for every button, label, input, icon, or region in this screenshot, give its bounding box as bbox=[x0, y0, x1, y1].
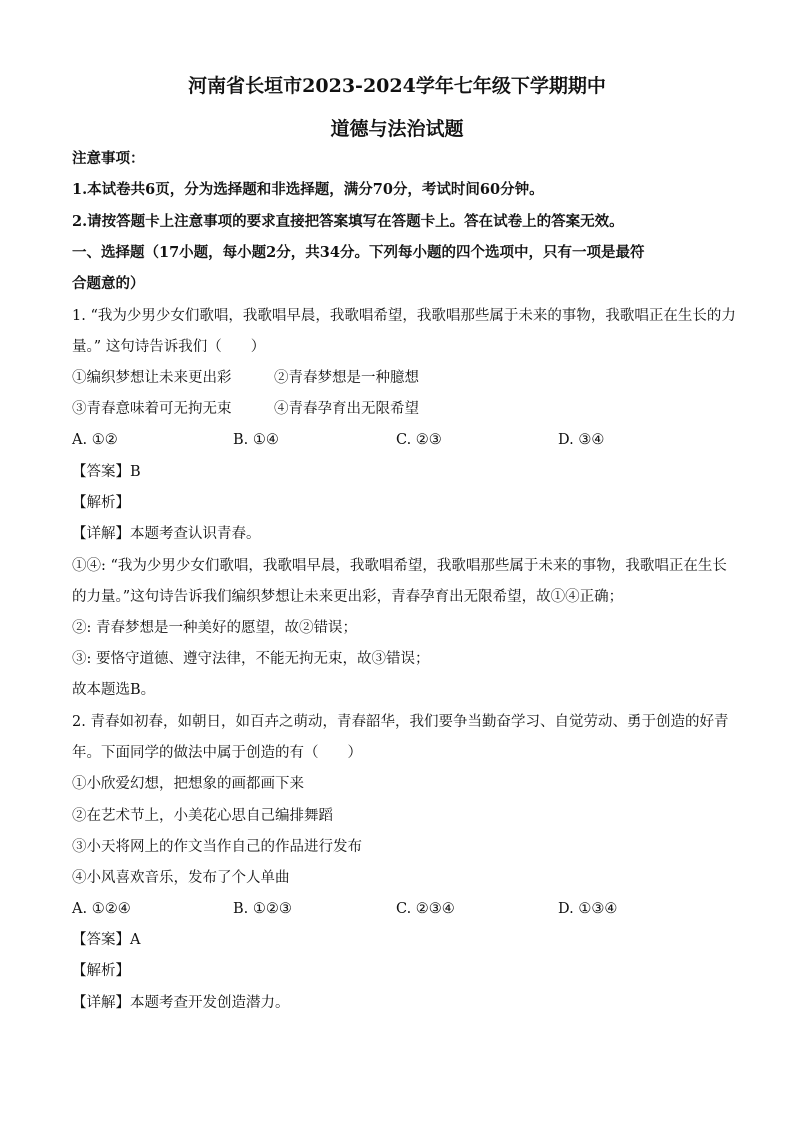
q2-statement-4: ④小风喜欢音乐，发布了个人单曲 bbox=[72, 870, 290, 886]
q1-option-a: A. ①② bbox=[72, 432, 118, 448]
q2-option-d: D. ①③④ bbox=[558, 901, 618, 917]
q1-explanation-2: ②: 青春梦想是一种美好的愿望，故②错误； bbox=[72, 620, 357, 636]
exam-title: 河南省长垣市2023-2024学年七年级下学期期中 bbox=[188, 75, 606, 97]
q1-stem-cont: 量。” 这句诗告诉我们（ ） bbox=[72, 339, 266, 355]
q2-stem-cont: 年。下面同学的做法中属于创造的有（ ） bbox=[72, 745, 362, 761]
q2-detail: 【详解】本题考查开发创造潜力。 bbox=[72, 995, 290, 1011]
exam-subtitle: 道德与法治试题 bbox=[330, 118, 464, 140]
q1-conclusion: 故本题选B。 bbox=[72, 682, 156, 698]
q2-statement-3: ③小天将网上的作文当作自己的作品进行发布 bbox=[72, 839, 362, 855]
q2-option-b: B. ①②③ bbox=[233, 901, 292, 917]
q2-stem: 2. 青春如初春，如朝日，如百卉之萌动，青春韶华，我们要争当勤奋学习、自觉劳动、勇于创造的好青 bbox=[72, 714, 729, 730]
q1-statement-4: ④青春孕育出无限希望 bbox=[274, 401, 419, 417]
q2-option-a: A. ①②④ bbox=[72, 901, 131, 917]
q1-stem: 1. “我为少男少女们歌唱，我歌唱早晨，我歌唱希望，我歌唱那些属于未来的事物，我歌唱正在生长的力 bbox=[72, 308, 736, 324]
q2-analysis-label: 【解析】 bbox=[72, 963, 130, 979]
q1-option-b: B. ①④ bbox=[233, 432, 279, 448]
q2-statement-1: ①小欣爱幻想，把想象的画都画下来 bbox=[72, 776, 304, 792]
q1-option-c: C. ②③ bbox=[396, 432, 442, 448]
notice-heading: 注意事项： bbox=[72, 150, 145, 167]
q2-option-c: C. ②③④ bbox=[396, 901, 455, 917]
q2-answer: 【答案】A bbox=[72, 932, 141, 948]
q1-explanation-3: ③: 要恪守道德、遵守法律，不能无拘无束，故③错误； bbox=[72, 651, 430, 667]
q1-statement-1: ①编织梦想让未来更出彩 bbox=[72, 370, 232, 386]
q1-analysis-label: 【解析】 bbox=[72, 495, 130, 511]
q1-statement-3: ③青春意味着可无拘无束 bbox=[72, 401, 232, 417]
q1-option-d: D. ③④ bbox=[558, 432, 605, 448]
section-heading-cont: 合题意的） bbox=[72, 275, 145, 292]
q1-answer: 【答案】B bbox=[72, 464, 141, 480]
notice-item-1: 1.本试卷共6页，分为选择题和非选择题，满分70分，考试时间60分钟。 bbox=[72, 181, 544, 198]
q1-explanation-1-cont: 的力量。”这句诗告诉我们编织梦想让未来更出彩，青春孕育出无限希望，故①④正确； bbox=[72, 589, 624, 605]
q1-detail: 【详解】本题考查认识青春。 bbox=[72, 526, 261, 542]
q1-explanation-1: ①④: “我为少男少女们歌唱，我歌唱早晨，我歌唱希望，我歌唱那些属于未来的事物，我歌唱正在生长 bbox=[72, 558, 727, 574]
section-heading: 一、选择题（17小题，每小题2分，共34分。下列每小题的四个选项中，只有一项是最符 bbox=[72, 244, 645, 261]
q1-statement-2: ②青春梦想是一种臆想 bbox=[274, 370, 419, 386]
q2-statement-2: ②在艺术节上，小美花心思自己编排舞蹈 bbox=[72, 808, 333, 824]
notice-item-2: 2.请按答题卡上注意事项的要求直接把答案填写在答题卡上。答在试卷上的答案无效。 bbox=[72, 213, 624, 230]
